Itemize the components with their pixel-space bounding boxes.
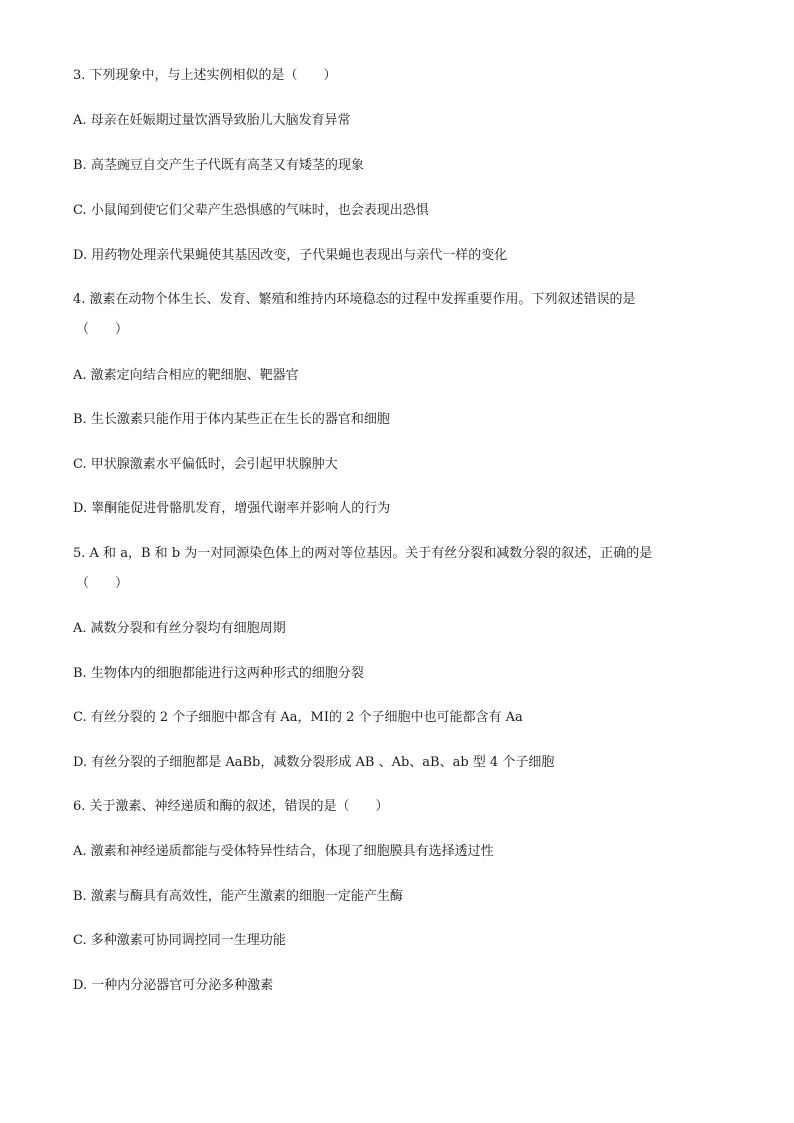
question-stem: 3. 下列现象中，与上述实例相似的是（ ） — [73, 68, 337, 83]
option-a: A. 母亲在妊娠期过量饮酒导致胎儿大脑发育异常 — [73, 113, 351, 128]
answer-parentheses: （ ） — [76, 576, 129, 591]
answer-parentheses: （ ） — [76, 322, 129, 337]
option-d: D. 一种内分泌器官可分泌多种激素 — [73, 978, 274, 993]
option-a: A. 激素定向结合相应的靶细胞、靶器官 — [73, 368, 299, 383]
question-stem: 5. A 和 a，B 和 b 为一对同源染色体上的两对等位基因。关于有丝分裂和减数分裂的叙述，正确的是 — [73, 546, 653, 561]
option-a: A. 减数分裂和有丝分裂均有细胞周期 — [73, 621, 286, 636]
option-d: D. 睾酮能促进骨骼肌发育，增强代谢率并影响人的行为 — [73, 501, 391, 516]
option-d: D. 用药物处理亲代果蝇使其基因改变，子代果蝇也表现出与亲代一样的变化 — [73, 248, 508, 263]
option-c: C. 多种激素可协同调控同一生理功能 — [73, 933, 286, 948]
question-stem: 4. 激素在动物个体生长、发育、繁殖和维持内环境稳态的过程中发挥重要作用。下列叙述错误的是 — [73, 292, 636, 307]
option-b: B. 生长激素只能作用于体内某些正在生长的器官和细胞 — [73, 412, 390, 427]
option-c: C. 有丝分裂的 2 个子细胞中都含有 Aa，MⅠ的 2 个子细胞中也可能都含有 Aa — [73, 710, 523, 725]
option-a: A. 激素和神经递质都能与受体特异性结合，体现了细胞膜具有选择透过性 — [73, 844, 494, 859]
option-c: C. 小鼠闻到使它们父辈产生恐惧感的气味时，也会表现出恐惧 — [73, 203, 429, 218]
option-c: C. 甲状腺激素水平偏低时，会引起甲状腺肿大 — [73, 457, 338, 472]
option-b: B. 生物体内的细胞都能进行这两种形式的细胞分裂 — [73, 666, 364, 681]
option-b: B. 激素与酶具有高效性，能产生激素的细胞一定能产生酶 — [73, 889, 403, 904]
option-d: D. 有丝分裂的子细胞都是 AaBb，减数分裂形成 AB 、Ab、aB、ab 型 4 个子细胞 — [73, 755, 555, 770]
option-b: B. 高茎豌豆自交产生子代既有高茎又有矮茎的现象 — [73, 158, 364, 173]
question-stem: 6. 关于激素、神经递质和酶的叙述，错误的是（ ） — [73, 799, 389, 814]
